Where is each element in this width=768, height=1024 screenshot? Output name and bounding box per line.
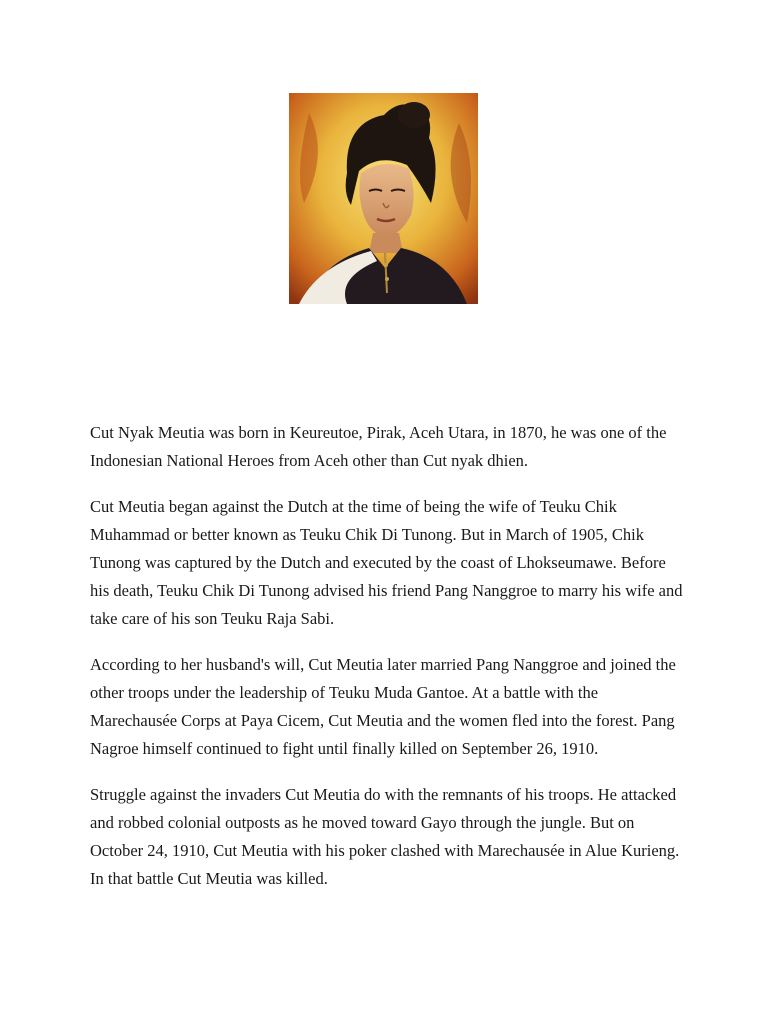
paragraph-second-marriage: According to her husband's will, Cut Meutia later married Pang Nanggroe and joined the other troops under the leadership of Teuku Muda Gantoe. At a battle with the Marechausée Corps at Paya Cicem, Cut Meutia and the women fled into the forest. Pang Nagroe himself continued to fight until finally killed on September 26, 1910. (90, 655, 676, 758)
portrait-painting (289, 93, 478, 304)
paragraph-birth: Cut Nyak Meutia was born in Keureutoe, Pirak, Aceh Utara, in 1870, he was one of the Indonesian National Heroes from Aceh other than Cut nyak dhien. (90, 423, 667, 470)
paragraph-death: Struggle against the invaders Cut Meutia do with the remnants of his troops. He attacked and robbed colonial outposts as he moved toward Gayo through the jungle. But on October 24, 1910, Cut Meutia with his poker clashed with Marechausée in Alue Kurieng. In that battle Cut Meutia was killed. (90, 785, 680, 888)
portrait-image (289, 93, 478, 304)
paragraph-first-marriage: Cut Meutia began against the Dutch at the time of being the wife of Teuku Chik Muhammad or better known as Teuku Chik Di Tunong. But in March of 1905, Chik Tunong was captured by the Dutch and executed by the coast of Lhokseumawe. Before his death, Teuku Chik Di Tunong advised his friend Pang Nanggroe to marry his wife and take care of his son Teuku Raja Sabi. (90, 497, 683, 628)
article-body (90, 419, 686, 911)
